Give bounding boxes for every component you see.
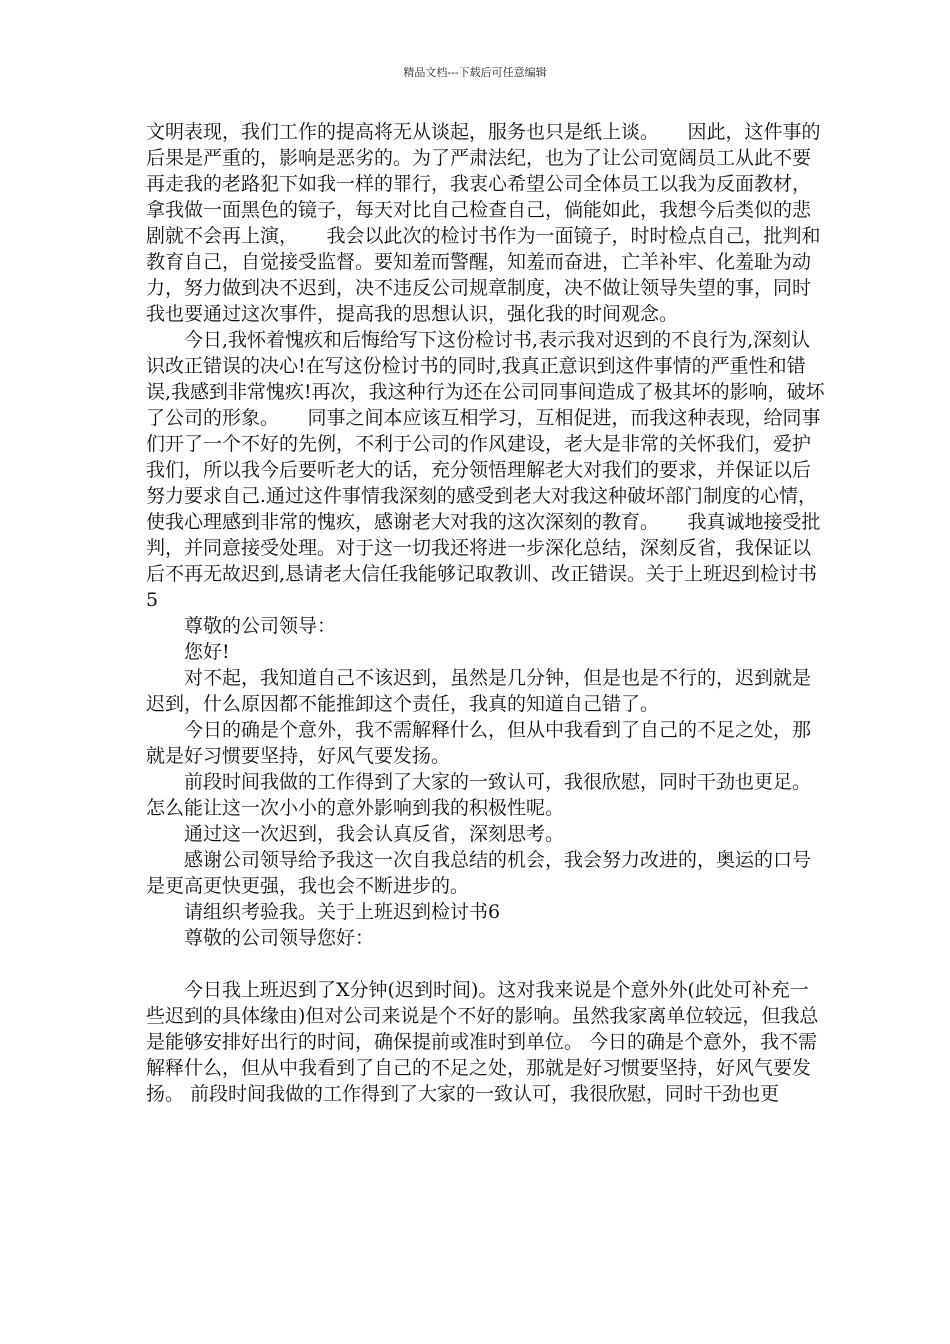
greeting: 您好!	[184, 641, 230, 663]
paragraph: 通过这一次迟到，我会认真反省，深刻思考。	[184, 823, 565, 845]
paragraph: 今日的确是个意外，我不需解释什么，但从中我看到了自己的不足之处，那就是好习惯要坚持，好风气要发扬。	[146, 719, 812, 767]
paragraph: 文明表现，我们工作的提高将无从谈起，服务也只是纸上谈。 因此，这件事的后果是严重的，影响是恶劣的。为了严肃法纪，也为了让公司宽阔员工从此不要再走我的老路犯下如我一样的罪行，我衷心希望公司全体员工以我为反面教材，拿我做一面黑色的镜子，每天对比自己检查自己，倘能如此，我想今后类似的悲剧就不会再上演， 我会以此次的检讨书作为一面镜子，时时检点自己，批判和教育自己，自觉接受监督。要知羞而警醒，知羞而奋进，亡羊补牢、化羞耻为动力，努力做到决不迟到，决不违反公司规章制度，决不做让领导失望的事，同时我也要通过这次事件，提高我的思想认识，强化我的时间观念。	[146, 121, 821, 325]
page-header: 精品文档---下载后可任意编辑	[403, 66, 547, 79]
paragraph: 今日我上班迟到了X分钟(迟到时间)。这对我来说是个意外外(此处可补充一些迟到的具体缘由)但对公司来说是个不好的影响。虽然我家离单位较远，但我总是能够安排好出行的时间，确保提前或准时到单位。 今日的确是个意外，我不需解释什么，但从中我看到了自己的不足之处，那就是好习惯要坚持，好风气要发扬。 前段时间我做的工作得到了大家的一致认可，我很欣慰，同时干劲也更	[146, 979, 819, 1105]
document-body	[146, 119, 826, 1107]
paragraph: 请组织考验我。关于上班迟到检讨书6	[184, 901, 501, 923]
blank-line	[146, 951, 826, 977]
salutation: 尊敬的公司领导：	[184, 615, 337, 637]
salutation: 尊敬的公司领导您好：	[184, 927, 375, 949]
paragraph: 感谢公司领导给予我这一次自我总结的机会，我会努力改进的，奥运的口号是更高更快更强，我也会不断进步的。	[146, 849, 812, 897]
paragraph: 今日,我怀着愧疚和后悔给写下这份检讨书,表示我对迟到的不良行为,深刻认识改正错误的决心!在写这份检讨书的同时,我真正意识到这件事情的严重性和错误,我感到非常愧疚!再次，我这种行为还在公司同事间造成了极其坏的影响，破坏了公司的形象。 同事之间本应该互相学习，互相促进，而我这种表现，给同事们开了一个不好的先例，不利于公司的作风建设，老大是非常的关怀我们，爱护我们，所以我今后要听老大的话，充分领悟理解老大对我们的要求，并保证以后努力要求自己.通过这件事情我深刻的感受到老大对我这种破坏部门制度的心情，使我心理感到非常的愧疚，感谢老大对我的这次深刻的教育。 我真诚地接受批判，并同意接受处理。对于这一切我还将进一步深化总结，深刻反省，我保证以后不再无故迟到,恳请老大信任我能够记取教训、改正错误。关于上班迟到检讨书5	[146, 329, 825, 611]
paragraph: 前段时间我做的工作得到了大家的一致认可，我很欣慰，同时干劲也更足。怎么能让这一次小小的意外影响到我的积极性呢。	[146, 771, 812, 819]
paragraph: 对不起，我知道自己不该迟到，虽然是几分钟，但是也是不行的，迟到就是迟到，什么原因都不能推卸这个责任，我真的知道自己错了。	[146, 667, 812, 715]
